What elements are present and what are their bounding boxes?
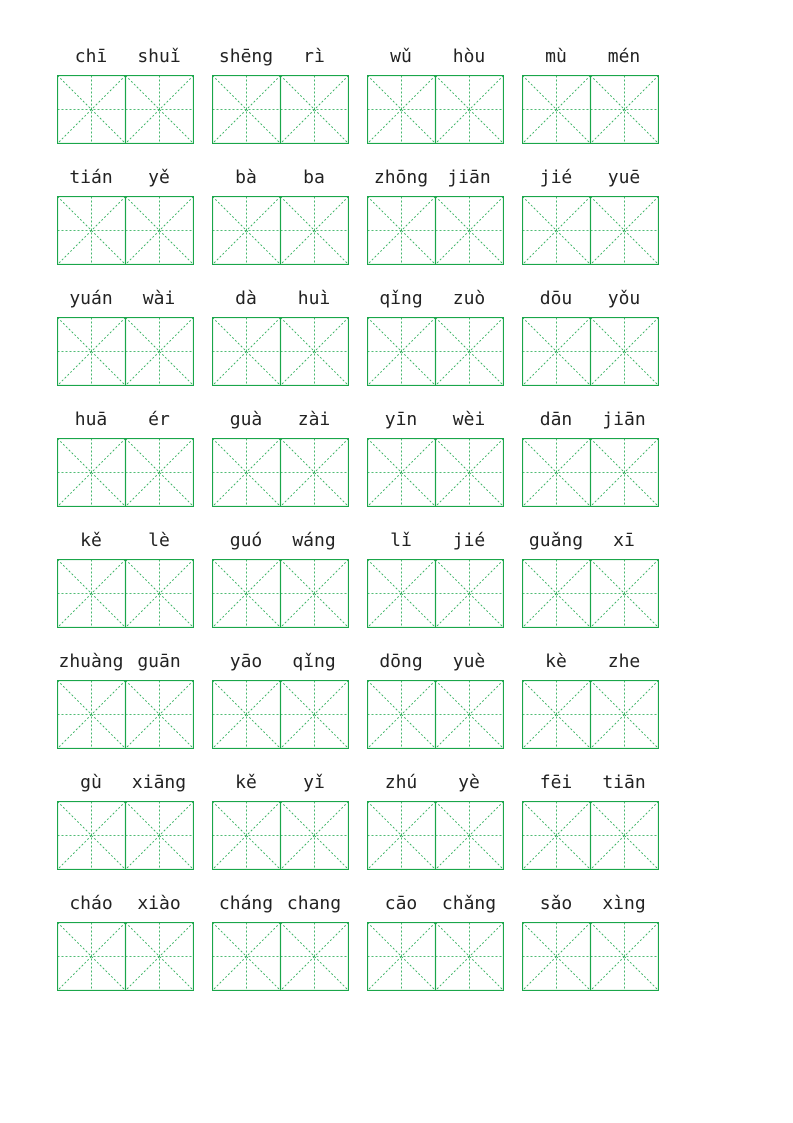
writing-grid[interactable] — [57, 922, 194, 991]
word-block — [522, 408, 660, 504]
writing-grid[interactable] — [522, 438, 659, 507]
pinyin-syllable: ér — [148, 409, 170, 430]
writing-grid[interactable] — [367, 317, 504, 386]
word-block — [57, 771, 195, 867]
pinyin-syllable: yīn — [384, 409, 418, 430]
word-block — [367, 771, 505, 867]
pinyin-syllable: jiān — [447, 167, 491, 188]
writing-grid[interactable] — [212, 196, 349, 265]
writing-grid[interactable] — [367, 922, 504, 991]
writing-grid[interactable] — [367, 438, 504, 507]
word-block — [522, 529, 660, 625]
pinyin-syllable: yě — [148, 167, 170, 188]
writing-grid[interactable] — [522, 559, 659, 628]
worksheet-row — [57, 166, 667, 262]
worksheet-row — [57, 771, 667, 867]
pinyin-syllable: xī — [613, 530, 635, 551]
word-block — [367, 408, 505, 504]
pinyin-syllable: zhú — [384, 772, 418, 793]
pinyin-syllable: qǐng — [292, 651, 336, 672]
word-block — [367, 529, 505, 625]
word-block — [57, 408, 195, 504]
writing-grid[interactable] — [367, 680, 504, 749]
writing-grid[interactable] — [522, 922, 659, 991]
pinyin-syllable: ba — [303, 167, 325, 188]
pinyin-syllable: lè — [148, 530, 170, 551]
word-block — [367, 650, 505, 746]
word-block — [522, 45, 660, 141]
word-block — [57, 45, 195, 141]
writing-grid[interactable] — [367, 801, 504, 870]
writing-grid[interactable] — [522, 75, 659, 144]
writing-grid[interactable] — [212, 75, 349, 144]
pinyin-syllable: mén — [607, 46, 641, 67]
worksheet-row — [57, 408, 667, 504]
writing-grid[interactable] — [522, 801, 659, 870]
writing-grid[interactable] — [212, 801, 349, 870]
pinyin-syllable: fēi — [539, 772, 573, 793]
pinyin-syllable: zuò — [452, 288, 486, 309]
word-block — [57, 287, 195, 383]
writing-grid[interactable] — [212, 317, 349, 386]
writing-grid[interactable] — [57, 196, 194, 265]
pinyin-syllable: guó — [229, 530, 263, 551]
pinyin-syllable: dà — [235, 288, 257, 309]
pinyin-syllable: xiào — [137, 893, 181, 914]
writing-grid[interactable] — [212, 680, 349, 749]
word-block — [522, 166, 660, 262]
pinyin-syllable: huā — [74, 409, 108, 430]
word-block — [522, 771, 660, 867]
pinyin-syllable: hòu — [452, 46, 486, 67]
pinyin-syllable: jié — [539, 167, 573, 188]
word-block — [522, 287, 660, 383]
word-block — [367, 166, 505, 262]
pinyin-syllable: kè — [545, 651, 567, 672]
worksheet-row — [57, 650, 667, 746]
writing-grid[interactable] — [212, 559, 349, 628]
writing-grid[interactable] — [212, 438, 349, 507]
writing-grid[interactable] — [57, 317, 194, 386]
word-block — [212, 45, 350, 141]
pinyin-syllable: shuǐ — [137, 46, 181, 67]
pinyin-syllable: dōu — [539, 288, 573, 309]
pinyin-syllable: guān — [137, 651, 181, 672]
pinyin-syllable: mù — [545, 46, 567, 67]
word-block — [367, 287, 505, 383]
writing-grid[interactable] — [57, 801, 194, 870]
pinyin-syllable: rì — [303, 46, 325, 67]
pinyin-syllable: xiāng — [131, 772, 187, 793]
word-block — [57, 166, 195, 262]
pinyin-syllable: zhuàng — [58, 651, 124, 672]
pinyin-syllable: guà — [229, 409, 263, 430]
writing-grid[interactable] — [367, 196, 504, 265]
worksheet-row — [57, 287, 667, 383]
writing-grid[interactable] — [57, 680, 194, 749]
writing-grid[interactable] — [522, 680, 659, 749]
pinyin-syllable: qǐng — [379, 288, 423, 309]
word-block — [57, 650, 195, 746]
word-block — [367, 45, 505, 141]
writing-grid[interactable] — [57, 438, 194, 507]
pinyin-syllable: jiān — [602, 409, 646, 430]
word-block — [212, 529, 350, 625]
pinyin-syllable: wáng — [292, 530, 336, 551]
pinyin-syllable: sǎo — [539, 893, 573, 914]
word-block — [212, 892, 350, 988]
pinyin-syllable: zhōng — [373, 167, 429, 188]
pinyin-syllable: cāo — [384, 893, 418, 914]
pinyin-syllable: chī — [74, 46, 108, 67]
pinyin-syllable: cháo — [69, 893, 113, 914]
pinyin-syllable: wèi — [452, 409, 486, 430]
pinyin-syllable: yǒu — [607, 288, 641, 309]
worksheet-row — [57, 892, 667, 988]
word-block — [212, 650, 350, 746]
pinyin-syllable: kě — [235, 772, 257, 793]
word-block — [212, 408, 350, 504]
pinyin-syllable: guǎng — [528, 530, 584, 551]
word-block — [212, 771, 350, 867]
pinyin-syllable: yuè — [452, 651, 486, 672]
pinyin-syllable: yuán — [69, 288, 113, 309]
pinyin-syllable: jié — [452, 530, 486, 551]
pinyin-syllable: yāo — [229, 651, 263, 672]
writing-grid[interactable] — [367, 559, 504, 628]
word-block — [522, 892, 660, 988]
pinyin-syllable: wǔ — [390, 46, 412, 67]
pinyin-syllable: yuē — [607, 167, 641, 188]
worksheet-row — [57, 45, 667, 141]
pinyin-syllable: bà — [235, 167, 257, 188]
pinyin-syllable: tiān — [602, 772, 646, 793]
pinyin-syllable: zhe — [607, 651, 641, 672]
word-block — [522, 650, 660, 746]
writing-grid[interactable] — [212, 922, 349, 991]
writing-grid[interactable] — [367, 75, 504, 144]
pinyin-syllable: yǐ — [303, 772, 325, 793]
pinyin-syllable: shēng — [218, 46, 274, 67]
pinyin-syllable: gù — [80, 772, 102, 793]
pinyin-syllable: chǎng — [441, 893, 497, 914]
pinyin-syllable: tián — [69, 167, 113, 188]
writing-grid[interactable] — [57, 75, 194, 144]
pinyin-syllable: dān — [539, 409, 573, 430]
pinyin-syllable: lǐ — [390, 530, 412, 551]
pinyin-syllable: wài — [142, 288, 176, 309]
writing-grid[interactable] — [522, 196, 659, 265]
word-block — [367, 892, 505, 988]
pinyin-syllable: xìng — [602, 893, 646, 914]
pinyin-syllable: kě — [80, 530, 102, 551]
pinyin-syllable: chang — [286, 893, 342, 914]
pinyin-syllable: huì — [297, 288, 331, 309]
pinyin-syllable: zài — [297, 409, 331, 430]
pinyin-syllable: yè — [458, 772, 480, 793]
word-block — [57, 892, 195, 988]
writing-grid[interactable] — [57, 559, 194, 628]
word-block — [57, 529, 195, 625]
writing-grid[interactable] — [522, 317, 659, 386]
worksheet-row — [57, 529, 667, 625]
pinyin-syllable: cháng — [218, 893, 274, 914]
pinyin-syllable: dōng — [379, 651, 423, 672]
word-block — [212, 287, 350, 383]
word-block — [212, 166, 350, 262]
